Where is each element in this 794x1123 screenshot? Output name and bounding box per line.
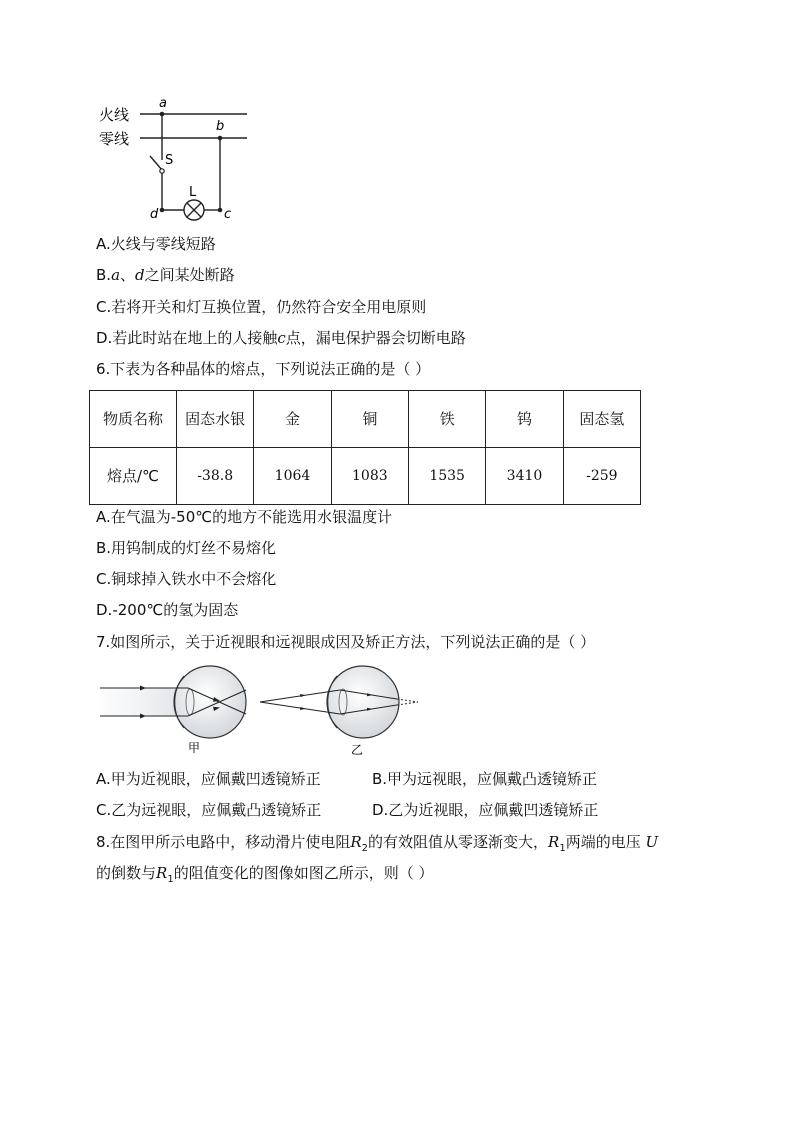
neutral-wire-label: 零线 [99,130,130,148]
q7-option-b: B.甲为远视眼，应佩戴凸透镜矫正 [372,770,598,788]
lens-left [186,689,194,715]
eye-right [327,666,399,738]
q8-text: 的阻值变化的图像如图乙所示，则（ ） [173,864,434,882]
table-cell: -259 [563,448,640,505]
q6-option-d: D.-200℃的氢为固态 [96,601,239,619]
q5-option-d-prefix: D.若此时站在地上的人接触 [96,329,278,347]
q5-option-b-var1: a [111,266,121,284]
q5-option-a: A.火线与零线短路 [96,235,216,253]
q7-option-a: A.甲为近视眼，应佩戴凹透镜矫正 [96,770,321,788]
q6-option-c: C.铜球掉入铁水中不会熔化 [96,570,277,588]
lens-right [339,689,347,715]
table-cell: 1535 [408,448,485,505]
q8-text: 8.在图甲所示电路中，移动滑片使电阻 [96,833,351,851]
q5-option-b-prefix: B. [96,266,112,284]
q5-option-b-var2: d [135,266,145,284]
label-a: a [159,96,167,111]
label-yi: 乙 [351,743,364,757]
q7-stem: 7.如图所示，关于近视眼和远视眼成因及矫正方法，下列说法正确的是（ ） [96,633,596,651]
table-cell: 1064 [254,448,331,505]
table-cell: 3410 [486,448,563,505]
u-symbol: U [645,833,659,851]
table-row [90,448,641,505]
table-cell: 固态水银 [177,391,254,448]
table-cell: 物质名称 [90,391,177,448]
label-d: d [150,207,159,222]
q8-stem-line1 [96,832,658,859]
node-c [218,208,223,213]
r1-subscript: 1 [167,874,174,885]
q5-option-b [96,265,235,285]
table-cell: 1083 [331,448,408,505]
table-cell: 金 [254,391,331,448]
q5-option-d-var: c [277,329,286,347]
table-cell: 熔点/℃ [90,448,177,505]
q6-option-a: A.在气温为-50℃的地方不能选用水银温度计 [96,508,393,526]
label-jia: 甲 [188,741,201,755]
table-cell: 铁 [408,391,485,448]
q5-option-d [96,328,466,348]
label-switch: S [165,153,174,168]
label-lamp: L [189,185,197,200]
table-cell: 钨 [486,391,563,448]
eye-diagram-figure [100,662,430,758]
r2-subscript: 2 [361,843,368,854]
eye-left [174,666,246,738]
q7-option-d: D.乙为近视眼，应佩戴凹透镜矫正 [372,801,599,819]
q5-option-b-sep: 、 [120,266,136,284]
table-cell: -38.8 [177,448,254,505]
q6-option-b: B.用钨制成的灯丝不易熔化 [96,539,277,557]
q5-option-c: C.若将开关和灯互换位置，仍然符合安全用电原则 [96,298,427,316]
melting-point-table [89,390,641,505]
q8-text: 两端的电压 [565,833,641,851]
q8-stem-line2 [96,863,433,890]
r1-subscript: 1 [559,843,566,854]
q5-option-d-rest: 点，漏电保护器会切断电路 [285,329,466,347]
table-header-row [90,391,641,448]
table-cell: 铜 [331,391,408,448]
q8-text: 的有效阻值从零逐渐变大， [368,833,549,851]
r1-symbol: R [156,864,168,882]
q5-option-b-rest: 之间某处断路 [144,266,235,284]
table-cell: 固态氢 [563,391,640,448]
live-wire-label: 火线 [99,106,130,124]
r2-symbol: R [350,833,362,851]
r1-symbol: R [548,833,560,851]
household-circuit-figure [95,92,255,227]
label-c: c [224,207,232,222]
label-b: b [216,119,225,134]
q8-text: 的倒数与 [96,864,157,882]
node-d [160,208,165,213]
q7-option-c: C.乙为远视眼，应佩戴凸透镜矫正 [96,801,322,819]
q6-stem: 6.下表为各种晶体的熔点，下列说法正确的是（ ） [96,360,431,378]
